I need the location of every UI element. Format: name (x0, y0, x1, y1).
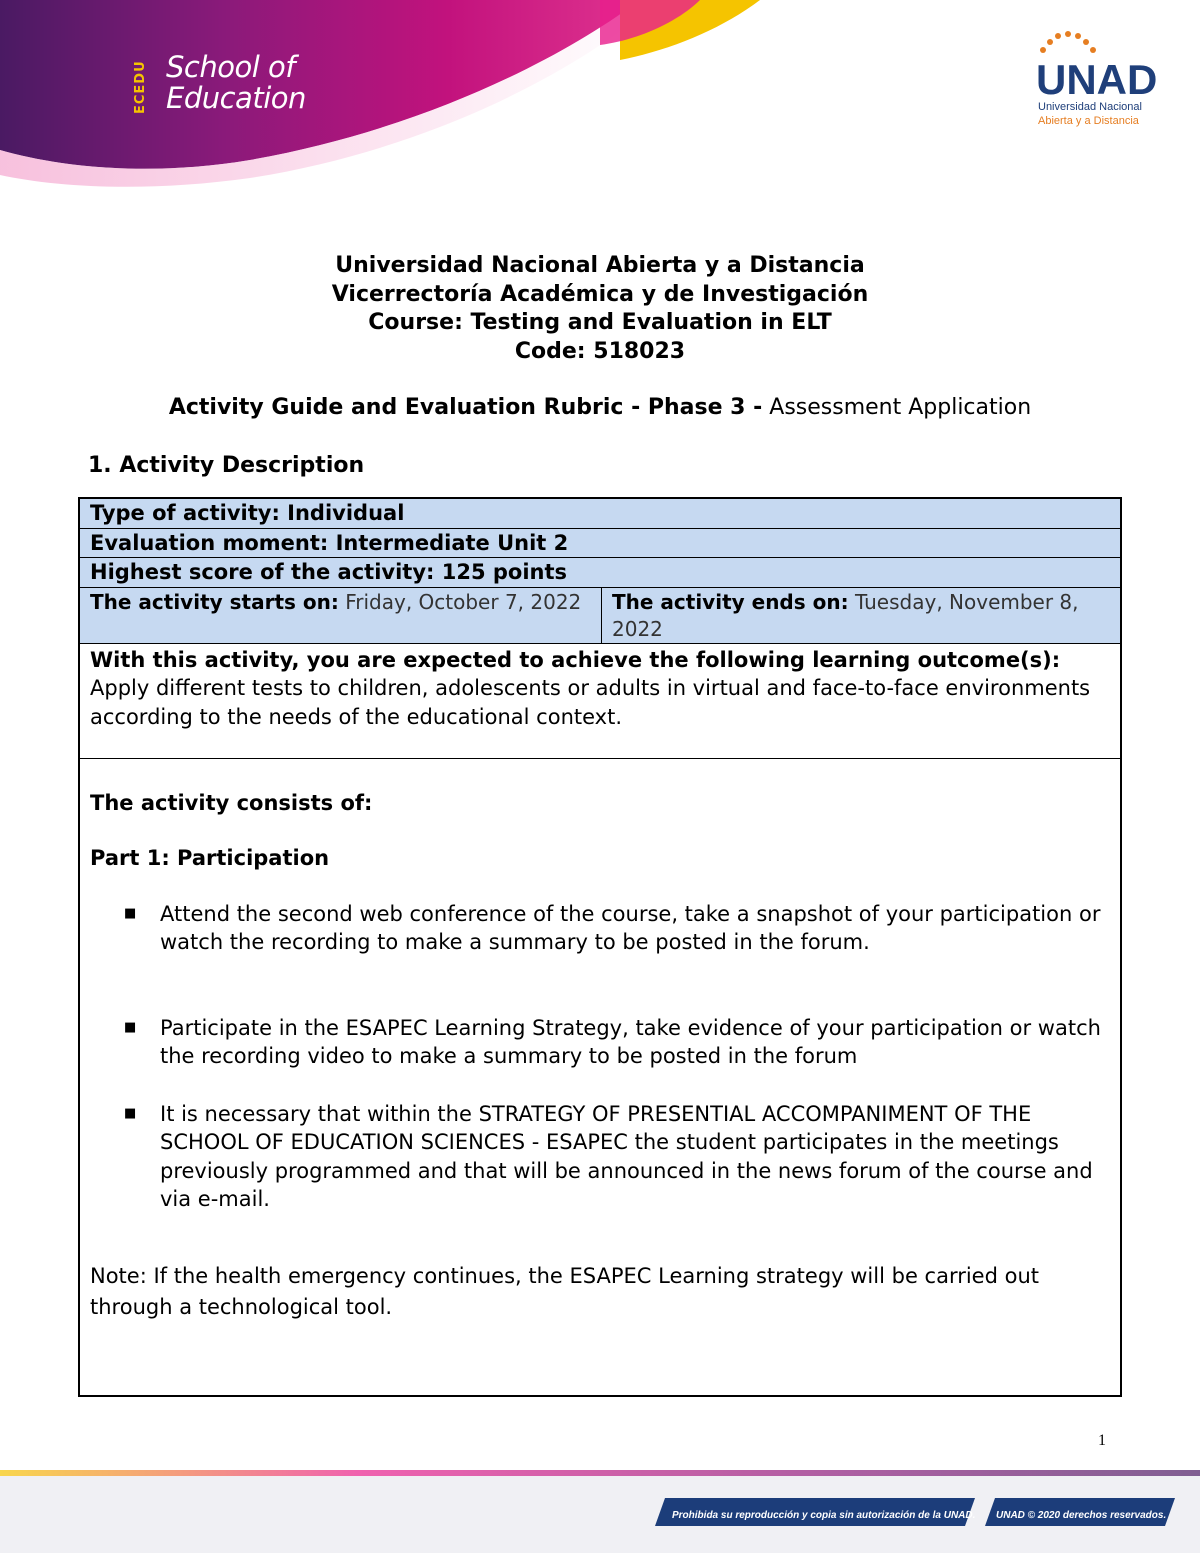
row-evaluation-moment: Evaluation moment: Intermediate Unit 2 (80, 529, 1120, 559)
bullet-text: It is necessary that within the STRATEGY OF PRESENTIAL ACCOMPANIMENT OF THE SCHOOL OF EDUCATION SCIENCES - ESAPEC the student participates in the meetings previously programmed and that will be announced in the news forum of the course and via e-mail. (160, 1101, 1093, 1211)
bullet-mark: ■ (124, 1019, 137, 1035)
bullet-text: Participate in the ESAPEC Learning Strategy, take evidence of your participation or watch the recording video to make a summary to be posted in the forum (160, 1015, 1101, 1068)
school-of-education-logo (130, 46, 330, 126)
school-logo-line2: Education (166, 81, 306, 115)
title-course: Course: Testing and Evaluation in ELT (368, 310, 832, 335)
row-highest-score: Highest score of the activity: 125 points (80, 558, 1120, 588)
title-university: Universidad Nacional Abierta y a Distancia (335, 253, 865, 278)
row-dates (80, 588, 1120, 644)
section-heading-activity-description: 1. Activity Description (88, 453, 365, 478)
footer-copyright: UNAD © 2020 derechos reservados. (996, 1509, 1167, 1521)
row-activity-consists (80, 759, 1120, 1395)
footer-copy-notice: Prohibida su reproducción y copia sin autorización de la UNAD. (672, 1509, 976, 1521)
bullet-text: Attend the second web conference of the course, take a snapshot of your participation or watch the recording to make a summary to be posted in the forum. (160, 901, 1101, 954)
unad-sub1: Universidad Nacional (1038, 101, 1142, 113)
footer-banner (0, 1440, 1200, 1553)
start-value: Friday, October 7, 2022 (345, 589, 582, 614)
school-logo-line1: School of (166, 50, 295, 84)
page-number: 1 (1098, 1432, 1106, 1449)
ecedu-vertical-mark (130, 52, 150, 116)
bullet-mark: ■ (124, 905, 137, 921)
unad-logo (1030, 30, 1170, 130)
guide-title-bold: Activity Guide and Evaluation Rubric - Phase 3 - (168, 395, 763, 420)
document-title (0, 252, 1200, 366)
end-label: The activity ends on: (612, 589, 849, 614)
unad-wordmark (1030, 30, 1170, 100)
row-type-of-activity: Type of activity: Individual (80, 499, 1120, 529)
cell-start-date (80, 588, 602, 643)
row-learning-outcome (80, 644, 1120, 759)
ecedu-text: ECEDU (133, 60, 148, 114)
outcome-heading: With this activity, you are expected to achieve the following learning outcome(s): (90, 647, 1061, 672)
end-value: Tuesday, November 8, 2022 (612, 589, 1079, 641)
unad-wordmark-text: UNAD (1036, 56, 1158, 100)
activity-table (78, 497, 1122, 1397)
title-code: Code: 518023 (514, 338, 686, 364)
bullet-mark: ■ (124, 1105, 137, 1121)
unad-sub2: Abierta y a Distancia (1038, 115, 1139, 127)
consists-heading: The activity consists of: (90, 790, 373, 815)
title-vicerrectoria: Vicerrectoría Académica y de Investigación (331, 281, 869, 307)
guide-title (0, 394, 1200, 422)
cell-end-date (602, 588, 1120, 643)
start-label: The activity starts on: (90, 589, 339, 614)
part1-heading: Part 1: Participation (90, 845, 330, 870)
note-text: Note: If the health emergency continues, the ESAPEC Learning strategy will be carried out through a technological tool. (90, 1263, 1039, 1319)
guide-title-normal: Assessment Application (769, 395, 1032, 420)
outcome-text: Apply different tests to children, adolescents or adults in virtual and face-to-face environments according to the needs of the educational context. (90, 676, 1091, 729)
